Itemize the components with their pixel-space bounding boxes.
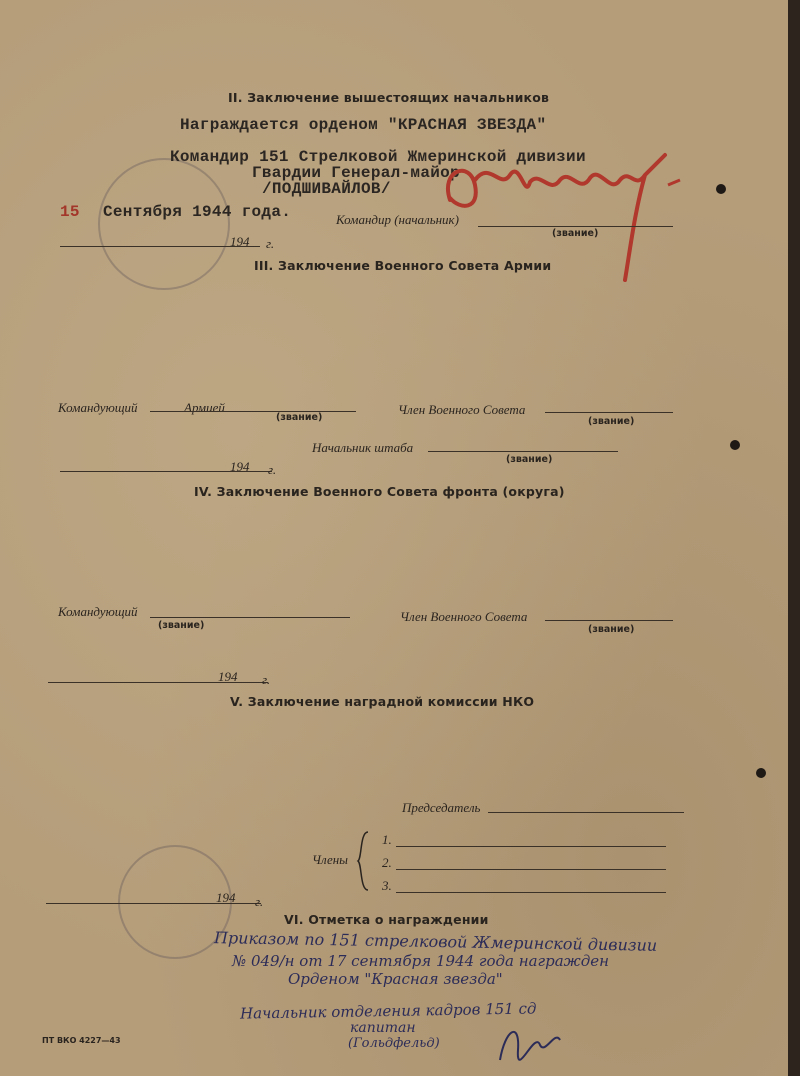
page-edge (788, 0, 800, 1076)
army-label: Армией (184, 400, 225, 415)
members-label: Члены (312, 852, 348, 867)
chief-of-staff-line (428, 451, 618, 452)
army-commander-label: Командующий (58, 400, 138, 415)
front-council-line (545, 620, 673, 621)
front-commander-line (150, 617, 350, 618)
member-1: 1. (382, 832, 392, 847)
member-3-line (396, 892, 666, 893)
year-4: 194 (218, 669, 238, 684)
punch-hole-bottom (756, 768, 766, 778)
chairman-label: Председатель (402, 800, 481, 815)
signer-line-1: Начальник отделения кадров 151 сд (239, 999, 537, 1023)
award-order-line-3: Орденом "Красная звезда" (288, 970, 503, 988)
seal-stamp-upper (98, 158, 230, 290)
date-rest: Сентября 1944 года. (103, 203, 292, 221)
section3-title: III. Заключение Военного Совета Армии (254, 258, 552, 273)
army-council-rank-caption: (звание) (588, 416, 635, 427)
year-3: 194 (230, 459, 250, 474)
year-5: 194 (216, 890, 236, 905)
commander-line-1: Командир 151 Стрелковой Жмеринской дивизии (170, 148, 586, 166)
chairman-line (488, 812, 684, 813)
year-2: 194 (230, 234, 250, 249)
award-line: Награждается орденом "КРАСНАЯ ЗВЕЗДА" (180, 116, 547, 134)
army-council-line (545, 412, 673, 413)
chief-rank-caption: (звание) (506, 454, 553, 465)
member-2: 2. (382, 855, 392, 870)
army-line (150, 411, 356, 412)
year-suffix-5: г. (255, 894, 264, 909)
section4-title: IV. Заключение Военного Совета фронта (округа) (194, 484, 565, 499)
punch-hole-middle (730, 440, 740, 450)
signer-line-2: капитан (350, 1020, 416, 1036)
signer-line-3: (Гольдфельд) (348, 1036, 440, 1051)
front-council-member-label: Член Военного Совета (400, 609, 528, 624)
award-order-line-2: № 049/н от 17 сентября 1944 года награжден (232, 952, 609, 970)
members-brace (356, 830, 370, 892)
section2-title: II. Заключение вышестоящих начальников (228, 90, 550, 105)
member-1-line (396, 846, 666, 847)
army-council-member-label: Член Военного Совета (398, 402, 526, 417)
year-suffix-2: г. (266, 236, 275, 251)
section6-title: VI. Отметка о награждении (284, 912, 489, 927)
award-order-line-1: Приказом по 151 стрелковой Жмеринской дивизии (213, 928, 658, 955)
commander-line-2: Гвардии Генерал-майор (252, 164, 460, 182)
member-2-line (396, 869, 666, 870)
member-3: 3. (382, 878, 392, 893)
commander-signature-label: Командир (начальник) (336, 212, 459, 227)
print-mark: ПТ ВКО 4227—43 (42, 1036, 121, 1045)
commander-name: /ПОДШИВАЙЛОВ/ (262, 180, 391, 198)
blue-signature (490, 1010, 570, 1070)
chief-of-staff-label: Начальник штаба (312, 440, 414, 455)
year-suffix-3: г. (268, 462, 277, 477)
front-commander-label: Командующий (58, 604, 138, 619)
signature-line (478, 226, 673, 227)
year-suffix-4: г. (262, 672, 271, 687)
punch-hole-top (716, 184, 726, 194)
rank-caption: (звание) (552, 228, 599, 239)
front-rank-caption: (звание) (158, 620, 205, 631)
date-day: 15 (60, 203, 80, 221)
front-council-rank-caption: (звание) (588, 624, 635, 635)
section5-title: V. Заключение наградной комиссии НКО (230, 694, 535, 709)
army-rank-caption: (звание) (276, 412, 323, 423)
